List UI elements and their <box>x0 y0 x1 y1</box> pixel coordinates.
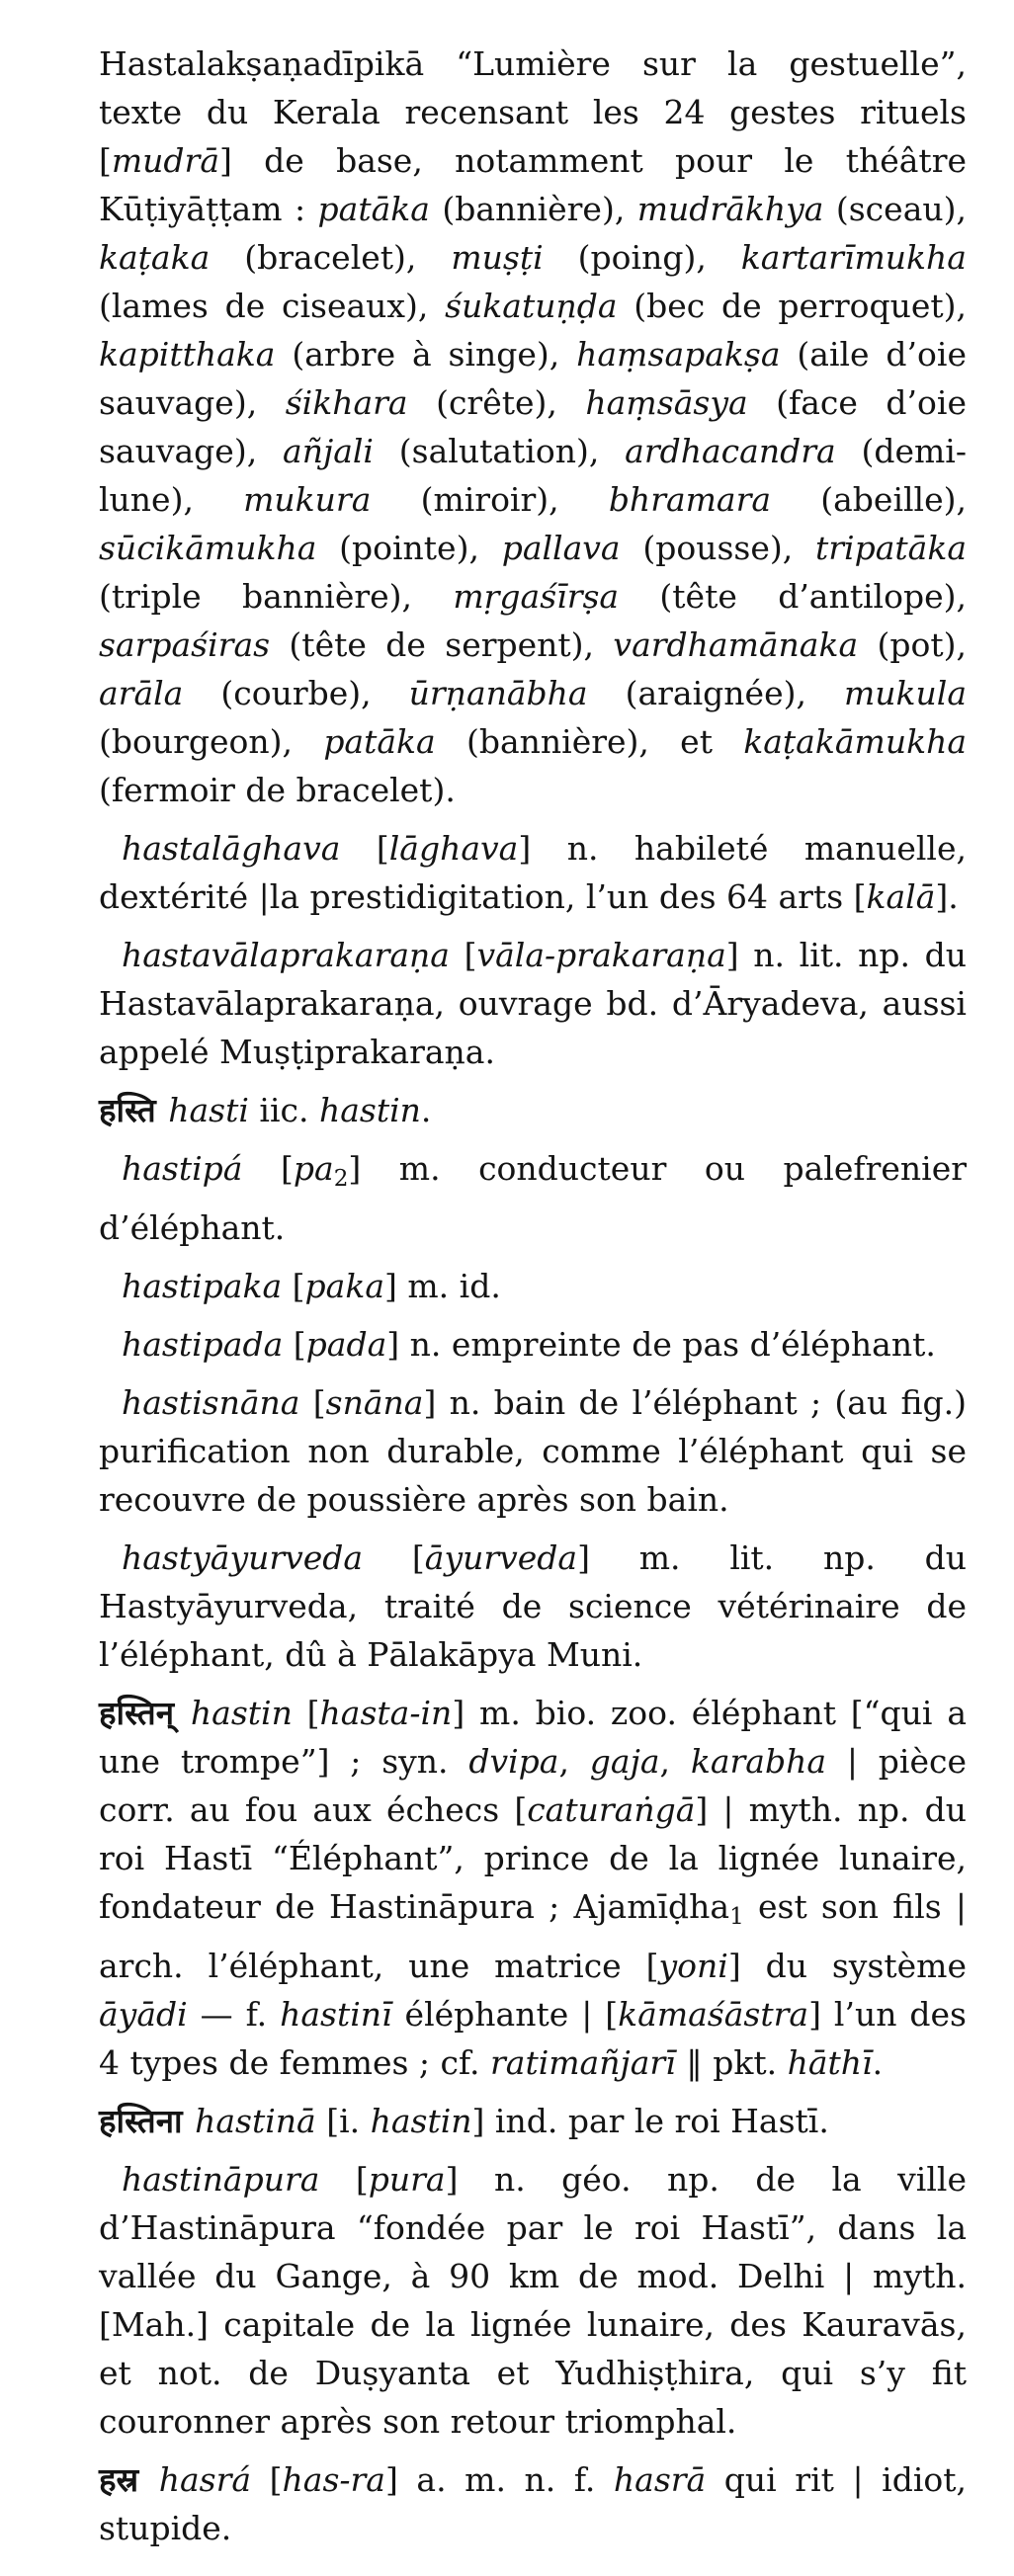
entry-text: (triple bannière), <box>99 577 454 616</box>
devanagari-headword: हस्तिना <box>99 2102 183 2140</box>
headword-entry <box>99 2097 967 2145</box>
entry-text: | pièce corr. au fou aux échecs [ <box>99 1742 967 1829</box>
subscript-number: 1 <box>729 1904 744 1930</box>
subentry <box>99 1144 967 1252</box>
italic-term: hāthī <box>787 2043 873 2082</box>
italic-term: hastipada <box>122 1325 284 1364</box>
entry-text: [ <box>340 829 389 868</box>
italic-term: hastinā <box>195 2102 316 2140</box>
entry-text: Hastalakṣaṇadīpikā “Lumière sur la gestuelle”, texte du Kerala recensant les 24 gestes rituels [ <box>99 44 967 180</box>
entry-text: [i. <box>315 2102 371 2140</box>
italic-term: haṃsāsya <box>585 383 748 422</box>
italic-term: hasta-in <box>319 1694 453 1732</box>
italic-term: kartarīmukha <box>740 238 967 277</box>
italic-term: ūrṇanābha <box>408 674 588 712</box>
entry-text: [ <box>319 2160 369 2199</box>
italic-term: hastisnāna <box>122 1383 300 1422</box>
entry-text: (tête de serpent), <box>270 625 614 664</box>
entry-text: [ <box>242 1149 294 1188</box>
entry-text: ] n. géo. np. de la ville d’Hastināpura “fondée par le roi Hastī”, dans la vallée du Gange, à 90 km de mod. Delhi | myth. [Mah.] capitale de la lignée lunaire, des Kauravās, et not. de Duṣyanta et Yudhiṣṭhira, qui s’y fit couronner après son retour triomphal. <box>99 2160 967 2441</box>
italic-term: kāmaśāstra <box>618 1995 809 2034</box>
italic-term: paka <box>304 1267 385 1305</box>
italic-term: śukatuṇḍa <box>445 287 618 325</box>
italic-term: āyurveda <box>424 1538 578 1577</box>
italic-term: hastavālaprakaraṇa <box>122 936 450 974</box>
italic-term: karabha <box>690 1742 827 1781</box>
entry-text: (arbre à singe), <box>275 335 577 374</box>
italic-term: hastin <box>318 1091 421 1129</box>
entry-text: (bannière), et <box>435 722 744 761</box>
entry-text: ] du système <box>727 1947 967 1985</box>
entry-text: est son fils | arch. l’éléphant, une matrice [ <box>99 1887 967 1985</box>
italic-term: snāna <box>325 1383 424 1422</box>
entry-continuation <box>99 40 967 814</box>
italic-term: lāghava <box>388 829 519 868</box>
entry-text: ] m. lit. np. du Hastyāyurveda, traité de science vétérinaire de l’éléphant, dû à Pālakāpya Muni. <box>99 1538 967 1674</box>
italic-term: tripatāka <box>815 529 967 567</box>
entry-text: iic. <box>248 1091 319 1129</box>
entry-text: ] ind. par le roi Hastī. <box>471 2102 829 2140</box>
italic-term: śikhara <box>285 383 408 422</box>
subentry <box>99 1378 967 1524</box>
dictionary-page <box>99 40 967 2562</box>
italic-term: āyādi <box>99 1995 188 2034</box>
entry-text: (face d’oie sauvage), <box>99 383 967 470</box>
entry-text: ] | myth. np. du roi Hastī “Éléphant”, prince de la lignée lunaire, fondateur de Hastināpura ; Ajamīḍha <box>99 1790 967 1926</box>
entry-text: (bannière), <box>429 190 637 228</box>
entry-text: (bracelet), <box>210 238 452 277</box>
italic-term: vāla-prakaraṇa <box>476 936 726 974</box>
italic-term: hastalāghava <box>122 829 341 868</box>
subscript-number: 2 <box>333 1166 349 1192</box>
italic-term: yoni <box>658 1947 728 1985</box>
entry-text: [ <box>449 936 477 974</box>
entry-text: ] m. conducteur ou palefrenier d’éléphant. <box>99 1149 967 1247</box>
entry-text: ]. <box>935 877 959 916</box>
entry-text: ] de base, notamment pour le théâtre Kūṭiyāṭṭam : <box>99 141 967 228</box>
entry-text: ] m. id. <box>384 1267 501 1305</box>
entry-text: ] a. m. n. f. <box>384 2460 614 2499</box>
italic-term: sūcikāmukha <box>99 529 317 567</box>
italic-term: hasti <box>168 1091 249 1129</box>
italic-term: vardhamānaka <box>613 625 859 664</box>
subentry <box>99 2155 967 2446</box>
entry-text: éléphante | [ <box>391 1995 619 2034</box>
italic-term: mudrā <box>111 141 219 180</box>
italic-term: hastinī <box>280 1995 392 2034</box>
entry-text: — f. <box>187 1995 281 2034</box>
italic-term: haṃsapakṣa <box>576 335 781 374</box>
entry-text: ] m. bio. zoo. éléphant [“qui a une trompe”] ; syn. <box>99 1694 967 1781</box>
entry-text: [ <box>282 1267 305 1305</box>
entry-text: [ <box>363 1538 425 1577</box>
entry-text: (demi-lune), <box>99 432 967 519</box>
italic-term: mukura <box>243 480 372 519</box>
entry-text: (aile d’oie sauvage), <box>99 335 968 422</box>
italic-term: patāka <box>317 190 430 228</box>
italic-term: mukula <box>843 674 967 712</box>
italic-term: hasrá <box>158 2460 252 2499</box>
entry-text: [ <box>292 1694 320 1732</box>
italic-term: añjali <box>283 432 374 470</box>
italic-term: hastināpura <box>122 2160 320 2199</box>
italic-term: pallava <box>501 529 621 567</box>
entry-text: ] l’un des 4 types de femmes ; cf. <box>99 1995 967 2082</box>
entry-text: (lames de ciseaux), <box>99 287 446 325</box>
entry-text: ] n. habileté manuelle, dextérité |la prestidigitation, l’un des 64 arts [ <box>99 829 967 916</box>
entry-text: (sceau), <box>823 190 967 228</box>
italic-term: gaja <box>589 1742 660 1781</box>
italic-term: hastyāyurveda <box>122 1538 364 1577</box>
italic-term: has-ra <box>282 2460 385 2499</box>
italic-term: ratimañjarī <box>490 2043 676 2082</box>
entry-text: . <box>420 1091 432 1129</box>
italic-term: hastipaka <box>122 1267 283 1305</box>
entry-text: (courbe), <box>183 674 409 712</box>
entry-text: . <box>872 2043 884 2082</box>
entry-text: (bec de perroquet), <box>617 287 967 325</box>
headword-entry <box>99 1689 967 2087</box>
italic-term: muṣṭi <box>451 238 544 277</box>
entry-text: qui rit | idiot, stupide. <box>99 2460 967 2547</box>
italic-term: kapitthaka <box>99 335 276 374</box>
subentry <box>99 1262 967 1310</box>
subentry <box>99 931 967 1076</box>
entry-text: [ <box>299 1383 326 1422</box>
italic-term: hasrā <box>613 2460 707 2499</box>
italic-term: mṛgaśīrṣa <box>453 577 620 616</box>
italic-term: kaṭakāmukha <box>743 722 967 761</box>
italic-term: hastin <box>190 1694 293 1732</box>
entry-text: (fermoir de bracelet). <box>99 771 456 809</box>
headword-entry <box>99 2455 967 2552</box>
entry-text: (pousse), <box>620 529 815 567</box>
entry-text: , <box>659 1742 691 1781</box>
entry-text: [ <box>251 2460 283 2499</box>
entry-text: (tête d’antilope), <box>619 577 967 616</box>
italic-term: pura <box>368 2160 446 2199</box>
italic-term: mudrākhya <box>636 190 824 228</box>
devanagari-headword: हस्ति <box>99 1091 156 1129</box>
italic-term: sarpaśiras <box>99 625 271 664</box>
devanagari-headword: हस्तिन् <box>99 1694 175 1732</box>
entry-text: (bourgeon), <box>99 722 324 761</box>
italic-term: kaṭaka <box>99 238 211 277</box>
italic-term: kalā <box>866 877 936 916</box>
subentry <box>99 824 967 921</box>
entry-text: (salutation), <box>373 432 626 470</box>
entry-text: ] n. bain de l’éléphant ; (au fig.) purification non durable, comme l’éléphant qui se recouvre de poussière après son bain. <box>99 1383 967 1519</box>
italic-term: ardhacandra <box>625 432 836 470</box>
entry-text: (pot), <box>858 625 968 664</box>
italic-term: arāla <box>99 674 184 712</box>
entry-text: (abeille), <box>771 480 967 519</box>
italic-term: caturaṅgā <box>527 1790 696 1829</box>
subentry <box>99 1320 967 1369</box>
entry-text: ] n. empreinte de pas d’éléphant. <box>386 1325 936 1364</box>
italic-term: dvipa <box>468 1742 559 1781</box>
entry-text: (crête), <box>407 383 586 422</box>
italic-term: pa <box>293 1149 334 1188</box>
entry-text: , <box>558 1742 590 1781</box>
italic-term: pada <box>305 1325 387 1364</box>
italic-term: hastin <box>370 2102 472 2140</box>
entry-text: ‖ pkt. <box>675 2043 788 2082</box>
italic-term: patāka <box>323 722 436 761</box>
entry-text: (pointe), <box>316 529 502 567</box>
entry-text: ] n. lit. np. du Hastavālaprakaraṇa, ouvrage bd. d’Āryadeva, aussi appelé Muṣṭiprakaraṇa. <box>99 936 967 1071</box>
devanagari-headword: हस्र <box>99 2460 139 2499</box>
headword-entry <box>99 1086 967 1134</box>
entry-text: [ <box>283 1325 306 1364</box>
entry-text: (araignée), <box>587 674 844 712</box>
entry-text: (miroir), <box>371 480 609 519</box>
subentry <box>99 1534 967 1679</box>
entry-text: (poing), <box>543 238 741 277</box>
italic-term: bhramara <box>608 480 772 519</box>
italic-term: hastipá <box>122 1149 243 1188</box>
